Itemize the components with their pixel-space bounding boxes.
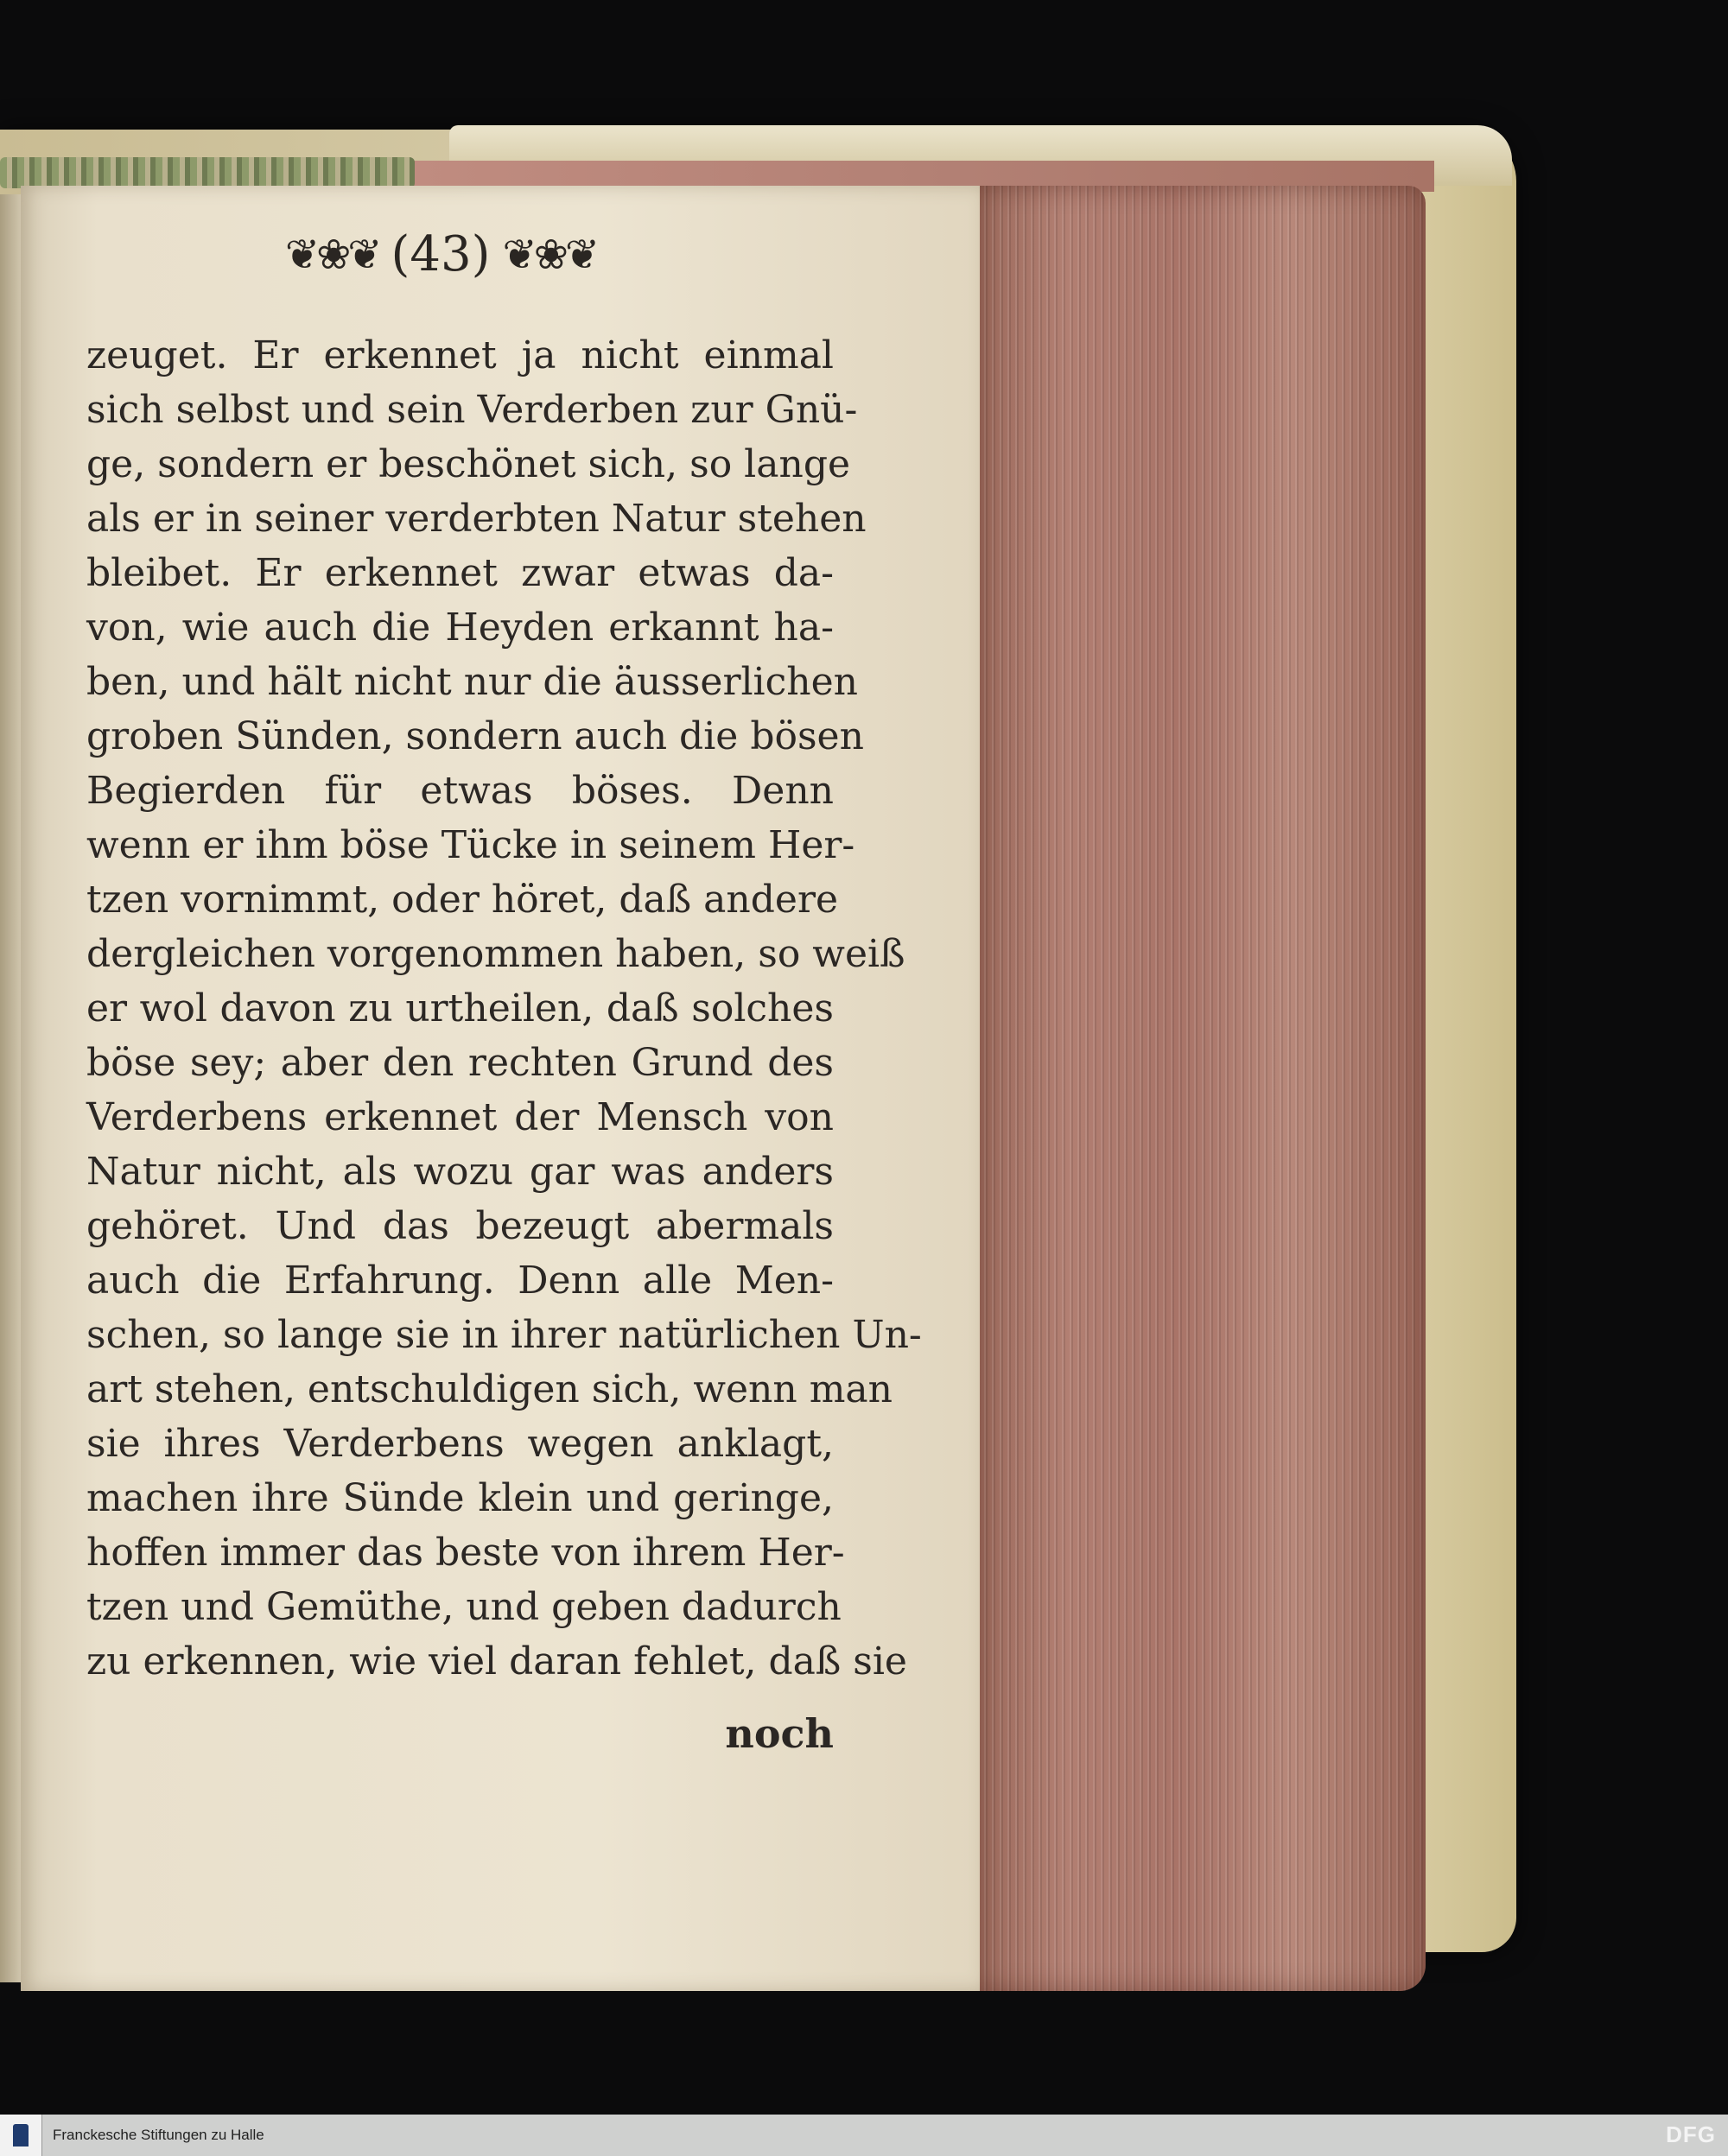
text-line: schen, so lange sie in ihrer natürlichen Un- — [86, 1313, 922, 1357]
page-header — [276, 220, 605, 289]
ornament-right-icon: ❦❀❦ — [502, 231, 597, 279]
page-number: (43) — [391, 226, 491, 282]
institution-name: Franckesche Stiftungen zu Halle — [53, 2127, 264, 2143]
text-line: wenn er ihm böse Tücke in seinem Her- — [86, 823, 855, 867]
footer-bar — [0, 2115, 1728, 2156]
text-line: groben Sünden, sondern auch die bösen — [86, 714, 864, 758]
dfg-badge: DFG — [1666, 2121, 1716, 2147]
institution-logo-icon — [0, 2115, 42, 2156]
catchword: noch — [725, 1710, 834, 1757]
text-line: Begierden für etwas böses. Denn — [86, 769, 834, 813]
text-line: tzen vornimmt, oder höret, daß andere — [86, 878, 839, 922]
text-line: hoffen immer das beste von ihrem Her- — [86, 1531, 845, 1575]
body-text — [86, 328, 922, 1689]
text-line: er wol davon zu urtheilen, daß solches — [86, 986, 834, 1030]
text-line: auch die Erfahrung. Denn alle Men- — [86, 1259, 834, 1303]
text-line: als er in seiner verderbten Natur stehen — [86, 497, 867, 541]
ornament-left-icon: ❦❀❦ — [284, 231, 379, 279]
logo-mark — [13, 2124, 29, 2146]
text-line: von, wie auch die Heyden erkannt ha- — [86, 606, 834, 650]
text-line: tzen und Gemüthe, und geben dadurch — [86, 1585, 842, 1629]
text-line: Natur nicht, als wozu gar was anders — [86, 1150, 834, 1194]
text-line: ge, sondern er beschönet sich, so lange — [86, 442, 851, 486]
headband — [0, 157, 415, 188]
text-line: gehöret. Und das bezeugt abermals — [86, 1204, 834, 1248]
text-line: machen ihre Sünde klein und geringe, — [86, 1476, 834, 1520]
page-block-fore-edge — [976, 186, 1426, 1991]
text-line: dergleichen vorgenommen haben, so weiß — [86, 932, 905, 976]
text-line: sich selbst und sein Verderben zur Gnü- — [86, 388, 858, 432]
text-line: ben, und hält nicht nur die äusserlichen — [86, 660, 858, 704]
text-line: bleibet. Er erkennet zwar etwas da- — [86, 551, 834, 595]
text-line: Verderbens erkennet der Mensch von — [86, 1095, 834, 1139]
text-line: art stehen, entschuldigen sich, wenn man — [86, 1367, 893, 1411]
text-line: zu erkennen, wie viel daran fehlet, daß sie — [86, 1639, 907, 1684]
text-line: böse sey; aber den rechten Grund des — [86, 1041, 834, 1085]
text-line: zeuget. Er erkennet ja nicht einmal — [86, 333, 834, 377]
text-line: sie ihres Verderbens wegen anklagt, — [86, 1422, 834, 1466]
